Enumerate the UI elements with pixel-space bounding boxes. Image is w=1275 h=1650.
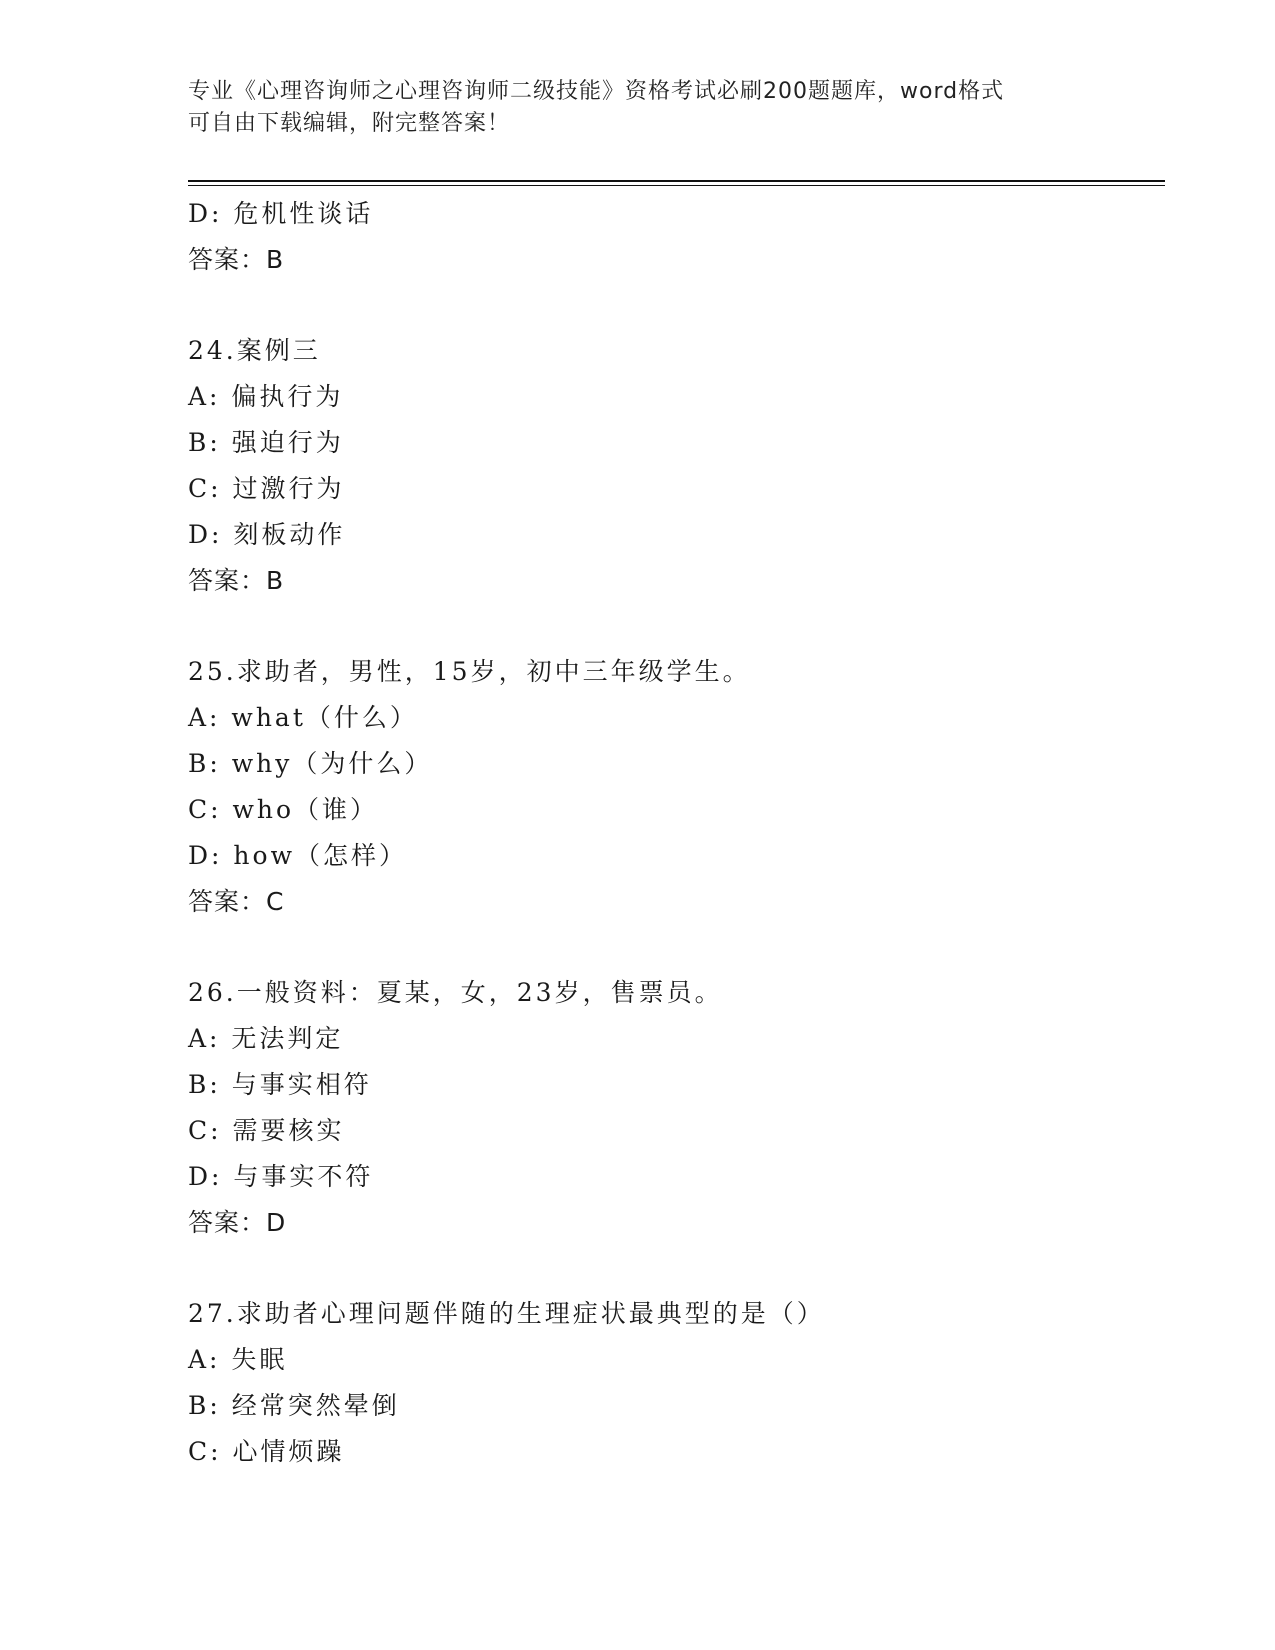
- question-list: [188, 191, 1165, 1475]
- option-c: C: 需要核实: [188, 1116, 345, 1145]
- header-line-2: 可自由下载编辑，附完整答案！: [188, 111, 511, 136]
- option-a: A: 无法判定: [188, 1024, 344, 1053]
- option-b: B: why（为什么）: [188, 749, 433, 778]
- answer-line: 答案：B: [188, 245, 285, 274]
- question-26: [188, 970, 1165, 1246]
- answer-line: 答案：D: [188, 1208, 287, 1237]
- question-gap: [188, 604, 1165, 649]
- question-stem: 25.求助者，男性，15岁，初中三年级学生。: [188, 657, 751, 686]
- option-a: A: 失眠: [188, 1345, 288, 1374]
- option-b: B: 与事实相符: [188, 1070, 372, 1099]
- question-24: [188, 328, 1165, 604]
- header-divider-thin: [188, 185, 1165, 186]
- previous-question-tail: [188, 191, 1165, 283]
- question-stem: 24.案例三: [188, 336, 321, 365]
- question-stem: 26.一般资料：夏某，女，23岁，售票员。: [188, 978, 723, 1007]
- question-gap: [188, 283, 1165, 328]
- question-25: [188, 649, 1165, 925]
- option-c: C: who（谁）: [188, 795, 379, 824]
- answer-line: 答案：B: [188, 566, 285, 595]
- option-c: C: 过激行为: [188, 474, 345, 503]
- option-c: C: 心情烦躁: [188, 1437, 345, 1466]
- document-header: [188, 76, 1088, 140]
- option-a: A: what（什么）: [188, 703, 418, 732]
- option-b: B: 经常突然晕倒: [188, 1391, 400, 1420]
- answer-line: 答案：C: [188, 887, 285, 916]
- option-b: B: 强迫行为: [188, 428, 344, 457]
- question-27: [188, 1291, 1165, 1475]
- header-divider-thick: [188, 180, 1165, 182]
- option-d: D: 与事实不符: [188, 1162, 374, 1191]
- option-d: D: how（怎样）: [188, 841, 407, 870]
- question-stem: 27.求助者心理问题伴随的生理症状最典型的是（）: [188, 1299, 825, 1328]
- option-a: A: 偏执行为: [188, 382, 344, 411]
- option-d: D: 刻板动作: [188, 520, 346, 549]
- header-line-1: 专业《心理咨询师之心理咨询师二级技能》资格考试必刷200题题库，word格式: [188, 79, 1005, 104]
- option-d: D: 危机性谈话: [188, 199, 374, 228]
- question-gap: [188, 925, 1165, 970]
- question-gap: [188, 1246, 1165, 1291]
